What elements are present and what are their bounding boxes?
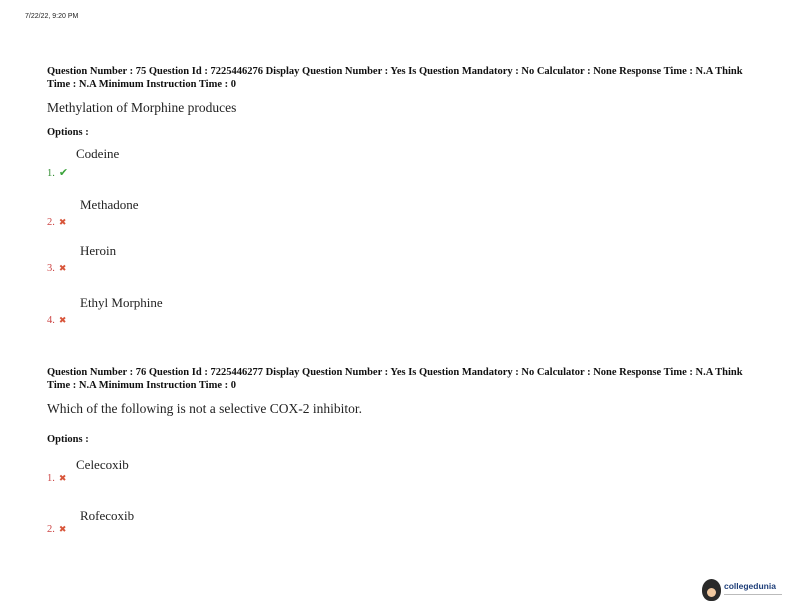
collegedunia-logo-icon [702, 579, 721, 601]
options-title: Options : [47, 434, 89, 445]
question-block-76 [47, 367, 757, 535]
cross-icon: ✖ [58, 315, 67, 325]
option-number: 4. ✖ [47, 315, 67, 326]
option-label: Methadone [80, 197, 139, 212]
question-text: Which of the following is not a selective COX-2 inhibitor. [47, 401, 362, 416]
option-label: Ethyl Morphine [80, 295, 163, 310]
options-title: Options : [47, 127, 89, 138]
option-label: Rofecoxib [80, 508, 135, 523]
option-number: 3. ✖ [47, 263, 67, 274]
logo-divider [724, 594, 782, 598]
cross-icon: ✖ [58, 217, 67, 227]
option-number: 1. ✔ [47, 167, 69, 179]
question-meta: Question Number : 76 Question Id : 7225446277 Display Question Number : Yes Is Question Mandatory : No Calculator : None Response Time : N.A Think Time : N.A Minimum Instruction Time : 0 [47, 367, 743, 391]
question-block-75 [47, 66, 757, 326]
cross-icon: ✖ [58, 473, 67, 483]
option-label: Heroin [80, 243, 117, 258]
logo-name: collegedunia [724, 581, 776, 591]
check-icon: ✔ [58, 167, 69, 179]
option-number: 2. ✖ [47, 524, 67, 535]
option-number: 2. ✖ [47, 217, 67, 228]
option-number: 1. ✖ [47, 473, 67, 484]
question-meta: Question Number : 75 Question Id : 7225446276 Display Question Number : Yes Is Question Mandatory : No Calculator : None Response Time : N.A Think Time : N.A Minimum Instruction Time : 0 [47, 66, 743, 90]
question-text: Methylation of Morphine produces [47, 100, 237, 115]
print-timestamp: 7/22/22, 9:20 PM [25, 13, 79, 20]
collegedunia-logo [702, 576, 786, 604]
option-label: Codeine [76, 146, 120, 161]
cross-icon: ✖ [58, 524, 67, 534]
option-label: Celecoxib [76, 457, 129, 472]
cross-icon: ✖ [58, 263, 67, 273]
